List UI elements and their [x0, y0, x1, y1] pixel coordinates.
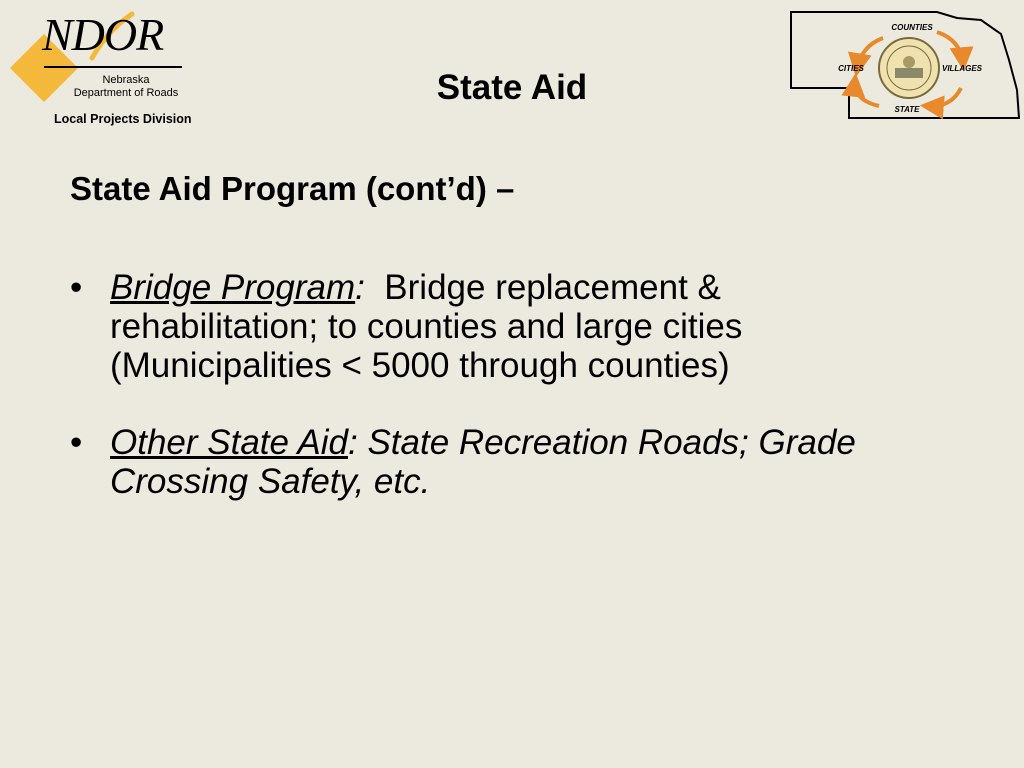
bullet-separator: :	[355, 268, 365, 307]
logo-line-nebraska: Nebraska	[102, 74, 150, 86]
bullet-item-other-state-aid	[70, 423, 870, 501]
bullet-term: Other State Aid	[110, 423, 348, 462]
state-seal-icon	[879, 38, 939, 98]
bullet-term: Bridge Program	[110, 268, 356, 307]
map-label-counties: COUNTIES	[891, 23, 933, 32]
arrow-icon	[937, 32, 963, 64]
bullet-item-bridge-program	[70, 268, 870, 385]
arrow-icon	[855, 80, 879, 106]
map-label-state: STATE	[894, 105, 920, 114]
ndor-wordmark: NDOR	[42, 9, 164, 60]
division-label: Local Projects Division	[54, 112, 192, 126]
bullet-list	[70, 268, 870, 539]
section-subheading: State Aid Program (cont’d) –	[70, 170, 515, 207]
bullet-text: State Recreation Roads; Grade Crossing Safety, etc.	[110, 423, 866, 501]
map-label-villages: VILLAGES	[941, 64, 983, 73]
map-label-cities: CITIES	[838, 64, 864, 73]
nebraska-map-logo	[787, 8, 1021, 124]
logo-line-department: Department of Roads	[73, 87, 179, 99]
bullet-text: Bridge replacement & rehabilitation; to counties and large cities (Municipalities < 5000 through counties)	[110, 268, 753, 385]
bullet-marker: •	[70, 268, 83, 307]
page-title: State Aid	[436, 68, 588, 107]
bullet-marker: •	[70, 423, 83, 462]
arrow-icon	[927, 88, 961, 106]
bullet-separator: :	[348, 423, 358, 462]
